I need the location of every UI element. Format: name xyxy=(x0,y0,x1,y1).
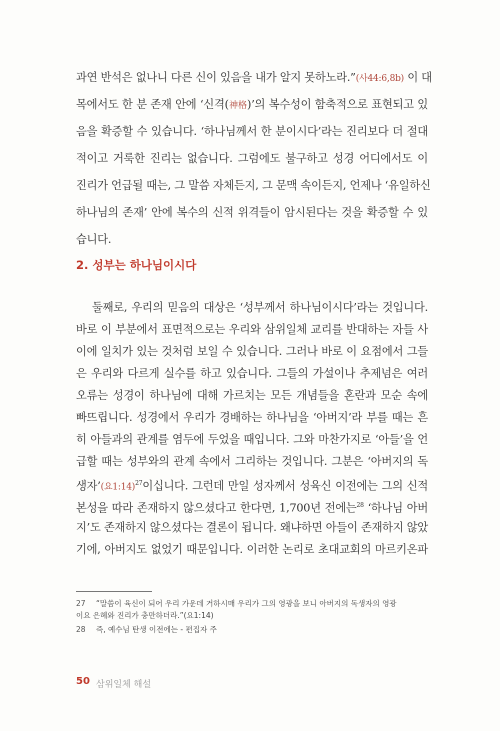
footnote: 28 즉, 예수님 탄생 이전에는 - 편집자 주 xyxy=(76,625,217,634)
body-line: 급할 때는 성부와의 관계 속에서 그리하는 것입니다. 그분은 ‘아버지의 독 xyxy=(76,455,428,468)
body-line: 본성을 따라 존재하지 않으셨다고 한다면, 1,700년 전에는$^{28}$ ‘하나님 아버 xyxy=(76,501,428,515)
footnote-continuation: 이요 은혜와 진리가 충만하더라.”(요1:14) xyxy=(76,611,214,620)
body-line: 기에, 아버지도 없었기 때문입니다. 이러한 논리로 초대교회의 마르키온파 xyxy=(76,543,428,556)
body-line: 둘째로, 우리의 믿음의 대상은 ‘성부께서 하나님이시다’라는 것입니다. xyxy=(92,301,428,314)
body-line: 목에서도 한 분 존재 안에 ‘신격(神格)’의 복수성이 함축적으로 표현되고 있 xyxy=(76,98,428,111)
footnote-divider xyxy=(76,591,152,592)
body-line: 음을 확증할 수 있습니다. ‘하나님께서 한 분이시다’라는 진리보다 더 절대 xyxy=(76,125,428,138)
section-heading: 2. 성부는 하나님이시다 xyxy=(76,258,197,272)
book-title: 삼위일체 해설 xyxy=(96,680,152,690)
body-line: 히 아들과의 관계를 염두에 두었을 때입니다. 그와 마찬가지로 ‘아들’을 언 xyxy=(76,433,428,446)
scripture-reference: (요1:14) xyxy=(100,482,136,493)
body-line: 바로 이 부분에서 표면적으로는 우리와 삼위일체 교리를 반대하는 자들 사 xyxy=(76,323,428,336)
footnote-marker: 27 xyxy=(135,480,143,487)
body-line: 진리가 언급될 때는, 그 말씀 자체든지, 그 문맥 속이든지, 언제나 ‘유일하신 xyxy=(76,179,431,192)
body-line: 적이고 거룩한 진리는 없습니다. 그럼에도 불구하고 성경 어디에서도 이 xyxy=(76,152,428,165)
body-line: 지’도 존재하지 않으셨다는 결론이 됩니다. 왜냐하면 아들이 존재하지 않았 xyxy=(76,521,428,534)
body-line: 습니다. xyxy=(76,233,112,246)
body-line: 은 우리와 다르게 실수를 하고 있습니다. 그들의 가설이나 추제넘은 여러 xyxy=(76,367,428,380)
body-line: 오류는 성경이 하나님에 대해 가르치는 모든 개념들을 혼란과 모순 속에 xyxy=(76,389,428,402)
footnote-marker: 28 xyxy=(356,502,364,509)
hanja-term: 神格 xyxy=(228,101,248,111)
body-line: 이에 일치가 있는 것처럼 보일 수 있습니다. 그러나 바로 이 요점에서 그들 xyxy=(76,345,428,358)
body-line: 빠뜨립니다. 성경에서 우리가 경배하는 하나님을 ‘아버지’라 부를 때는 흔 xyxy=(76,411,428,424)
scripture-reference: (사44:6,8b) xyxy=(355,74,404,84)
footnote: 27 “말씀이 육신이 되어 우리 가운데 거하시매 우리가 그의 영광을 보니 아버지의 독생자의 영광 xyxy=(76,599,397,608)
body-line: 생자’(요1:14)$^{27}$이십니다. 그런데 만일 성자께서 성육신 이전에는 그의 신적 xyxy=(76,479,428,493)
body-line: 하나님의 존재’ 안에 복수의 신적 위격들이 암시된다는 것을 확증할 수 있 xyxy=(76,206,428,219)
page-number: 50 xyxy=(76,676,90,687)
body-line: 과연 반석은 없나니 다른 신이 있음을 내가 알지 못하노라.”(사44:6,8b) 이 대 xyxy=(76,71,432,84)
